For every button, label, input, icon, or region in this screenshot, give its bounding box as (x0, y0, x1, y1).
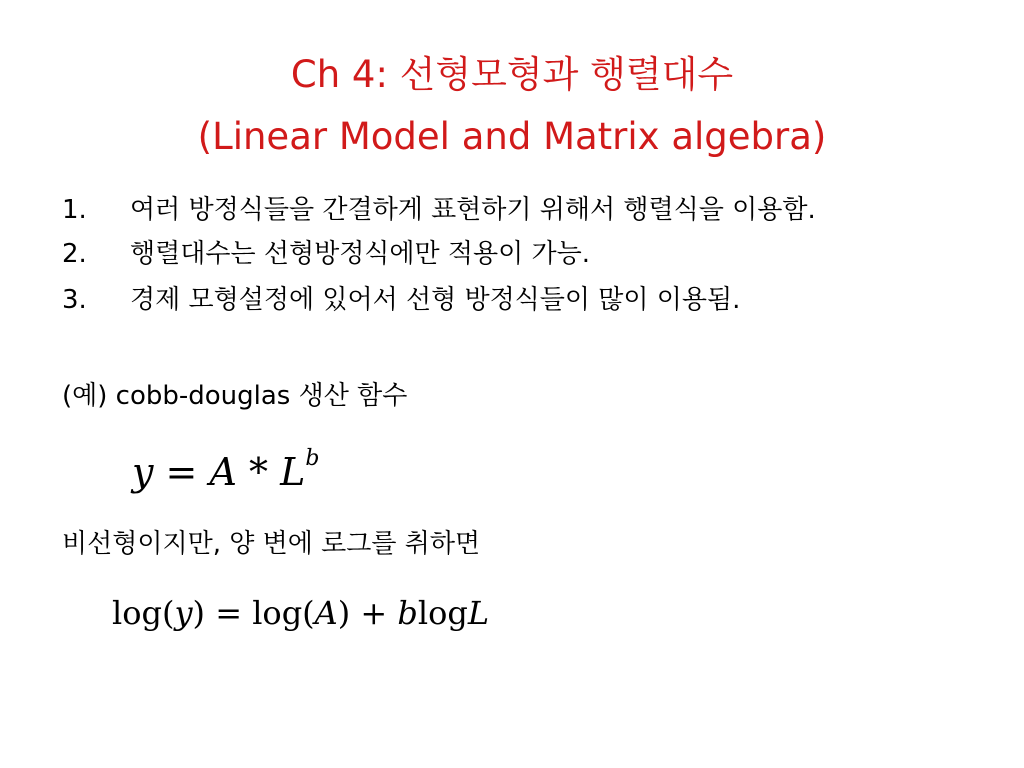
formula-log: log (417, 594, 468, 632)
list-item-number: 1. (62, 195, 87, 225)
log-formula (112, 594, 489, 632)
formula-var-y: y (132, 450, 154, 494)
formula-var-b: b (397, 594, 418, 632)
formula-log: log( (252, 594, 315, 632)
list-item-text: 여러 방정식들을 간결하게 표현하기 위해서 행렬식을 이용함. (130, 195, 816, 225)
formula-multiply: * (236, 450, 281, 494)
numbered-list (62, 188, 982, 324)
nonlinear-note: 비선형이지만, 양 변에 로그를 취하면 (62, 529, 481, 559)
formula-var-l: L (280, 450, 306, 494)
list-item (62, 188, 982, 230)
list-item-number: 3. (62, 285, 87, 315)
formula-paren: ) (337, 594, 351, 632)
list-item (62, 278, 982, 322)
formula-paren: ) (192, 594, 206, 632)
list-item-number: 2. (62, 239, 87, 269)
title-line-english: (Linear Model and Matrix algebra) (197, 115, 827, 158)
list-item-text: 경제 모형설정에 있어서 선형 방정식들이 많이 이용됨. (130, 285, 741, 315)
formula-equals: = (153, 450, 210, 494)
list-item-text: 행렬대수는 선형방정식에만 적용이 가능. (130, 239, 591, 269)
formula-exponent-b: b (305, 446, 320, 472)
slide-title (0, 44, 1024, 168)
formula-log: log( (112, 594, 175, 632)
formula-var-l: L (467, 594, 490, 632)
cobb-douglas-formula (132, 446, 320, 494)
formula-var-a: A (314, 594, 338, 632)
formula-plus: + (350, 594, 398, 632)
title-line-korean: Ch 4: 선형모형과 행렬대수 (290, 53, 734, 96)
formula-var-y: y (174, 594, 193, 632)
formula-var-a: A (209, 450, 237, 494)
example-label: (예) cobb-douglas 생산 함수 (62, 381, 408, 411)
formula-equals: = (205, 594, 253, 632)
list-item (62, 232, 982, 276)
